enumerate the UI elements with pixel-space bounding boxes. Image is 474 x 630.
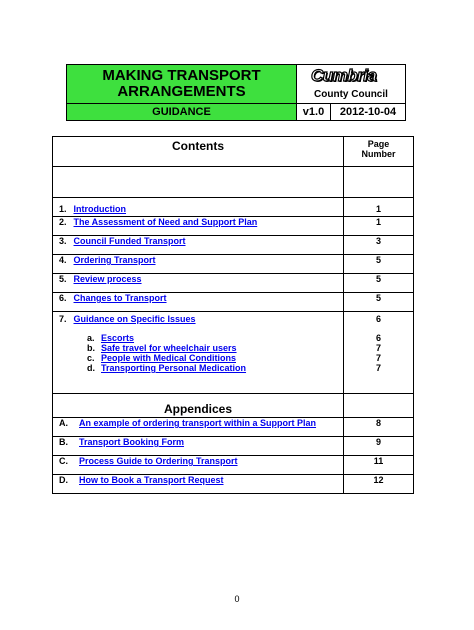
appendix-link-process-guide[interactable]: Process Guide to Ordering Transport bbox=[79, 456, 238, 466]
toc-link-changes[interactable]: Changes to Transport bbox=[73, 293, 167, 303]
appendix-link-booking-form[interactable]: Transport Booking Form bbox=[79, 437, 185, 447]
toc-page: 1 bbox=[344, 198, 414, 217]
toc-row bbox=[53, 293, 414, 312]
toc-num: 6. bbox=[59, 293, 67, 303]
appendix-page: 8 bbox=[344, 418, 414, 437]
document-date: 2012-10-04 bbox=[339, 106, 397, 118]
sub-letter: b. bbox=[87, 343, 95, 353]
toc-page: 1 bbox=[344, 217, 414, 236]
toc-num: 4. bbox=[59, 255, 67, 265]
council-logo bbox=[297, 65, 405, 104]
sub-letter: a. bbox=[87, 333, 95, 343]
appendix-letter: A. bbox=[59, 418, 68, 428]
appendix-row bbox=[53, 475, 414, 494]
sub-letter: d. bbox=[87, 363, 95, 373]
toc-link-medication[interactable]: Transporting Personal Medication bbox=[101, 363, 247, 373]
sub-page: 7 bbox=[375, 343, 381, 353]
appendix-page: 12 bbox=[344, 475, 414, 494]
toc-link-council-funded[interactable]: Council Funded Transport bbox=[73, 236, 186, 246]
document-header bbox=[66, 64, 406, 121]
sub-letter: c. bbox=[87, 353, 95, 363]
appendix-link-example[interactable]: An example of ordering transport within a Support Plan bbox=[79, 418, 317, 428]
toc-link-specific-issues[interactable]: Guidance on Specific Issues bbox=[73, 314, 196, 324]
toc-num: 2. bbox=[59, 217, 67, 227]
toc-link-escorts[interactable]: Escorts bbox=[101, 333, 135, 343]
toc-num: 7. bbox=[59, 314, 67, 324]
toc-link-assessment[interactable]: The Assessment of Need and Support Plan bbox=[73, 217, 258, 227]
toc-page: 5 bbox=[344, 274, 414, 293]
toc-page: 3 bbox=[344, 236, 414, 255]
sub-page: 7 bbox=[375, 353, 381, 363]
toc-num: 5. bbox=[59, 274, 67, 284]
appendices-heading: Appendices bbox=[53, 394, 344, 418]
toc-row bbox=[53, 217, 414, 236]
page-number-heading: Page Number bbox=[344, 137, 414, 167]
toc-row bbox=[53, 274, 414, 293]
sub-page: 6 bbox=[375, 333, 381, 343]
document-type: GUIDANCE bbox=[67, 104, 297, 120]
appendices-header-row bbox=[53, 394, 414, 418]
contents-header-row bbox=[53, 137, 414, 167]
logo-subtitle: County Council bbox=[314, 89, 388, 100]
appendix-letter: B. bbox=[59, 437, 68, 447]
toc-row-specific-issues bbox=[53, 312, 414, 394]
document-title bbox=[67, 65, 297, 104]
contents-table bbox=[52, 136, 414, 494]
appendix-row bbox=[53, 456, 414, 475]
toc-page: 5 bbox=[344, 293, 414, 312]
appendix-row bbox=[53, 418, 414, 437]
toc-link-ordering[interactable]: Ordering Transport bbox=[73, 255, 156, 265]
appendix-link-book-request[interactable]: How to Book a Transport Request bbox=[79, 475, 224, 485]
toc-row bbox=[53, 198, 414, 217]
sub-page: 7 bbox=[375, 363, 381, 373]
toc-link-review[interactable]: Review process bbox=[73, 274, 142, 284]
toc-row bbox=[53, 255, 414, 274]
page-number: 0 bbox=[234, 594, 240, 604]
toc-page: 5 bbox=[344, 255, 414, 274]
logo-wordmark: Cumbria bbox=[311, 66, 377, 85]
contents-heading: Contents bbox=[53, 137, 344, 167]
appendix-row bbox=[53, 437, 414, 456]
toc-link-wheelchair[interactable]: Safe travel for wheelchair users bbox=[101, 343, 237, 353]
toc-link-introduction[interactable]: Introduction bbox=[73, 204, 127, 214]
spacer-row bbox=[53, 167, 414, 198]
toc-num: 1. bbox=[59, 204, 67, 214]
toc-link-medical[interactable]: People with Medical Conditions bbox=[101, 353, 237, 363]
toc-row bbox=[53, 236, 414, 255]
document-version: v1.0 bbox=[297, 104, 331, 120]
title-line-2: ARRANGEMENTS bbox=[117, 83, 246, 100]
title-line-1: MAKING TRANSPORT bbox=[102, 67, 261, 84]
toc-num: 3. bbox=[59, 236, 67, 246]
appendix-page: 9 bbox=[344, 437, 414, 456]
appendix-letter: D. bbox=[59, 475, 68, 485]
appendix-letter: C. bbox=[59, 456, 68, 466]
appendix-page: 11 bbox=[344, 456, 414, 475]
toc-page: 6 bbox=[375, 314, 381, 324]
